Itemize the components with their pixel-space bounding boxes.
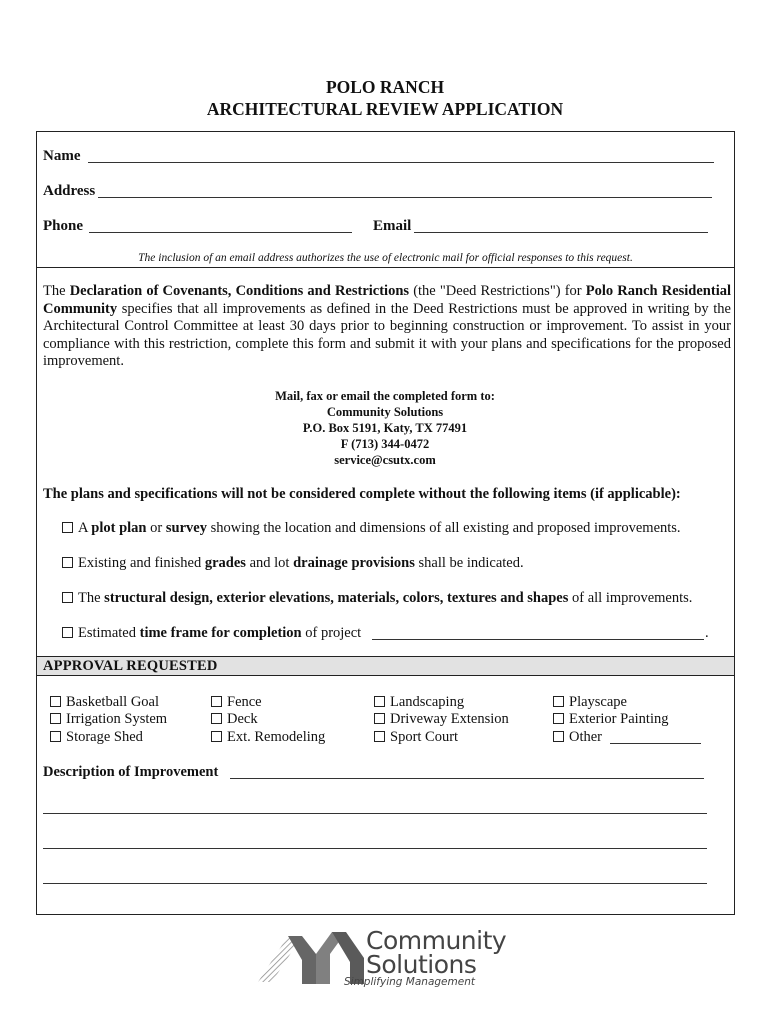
- approval-requested-band: [37, 656, 734, 676]
- logo-solutions-text: Solutions: [366, 950, 477, 979]
- other-field[interactable]: [610, 743, 701, 744]
- mail-address: P.O. Box 5191, Katy, TX 77491: [302, 421, 468, 435]
- requirement-time-frame: Estimated time frame for completion of project: [62, 625, 361, 642]
- address-field[interactable]: [98, 197, 712, 198]
- checkbox-icon[interactable]: [211, 696, 222, 707]
- phone-label: Phone: [43, 218, 84, 234]
- requirement-structural: The structural design, exterior elevations, materials, colors, textures and shapes of all improvements.: [62, 590, 692, 607]
- email-authorization-note: The inclusion of an email address authorizes the use of electronic mail for official responses to this request.: [138, 252, 633, 264]
- checkbox-icon[interactable]: [553, 731, 564, 742]
- approval-requested-heading: APPROVAL REQUESTED: [43, 658, 218, 674]
- option-sport-court[interactable]: Sport Court: [374, 729, 458, 746]
- checkbox-icon[interactable]: [374, 731, 385, 742]
- option-other[interactable]: Other: [553, 729, 602, 746]
- requirement-grades: Existing and finished grades and lot drainage provisions shall be indicated.: [62, 555, 524, 572]
- time-frame-checkbox[interactable]: [62, 627, 73, 638]
- logo-tagline: Simplifying Management: [344, 976, 475, 988]
- checkbox-icon[interactable]: [553, 696, 564, 707]
- mail-fax: F (713) 344-0472: [340, 437, 430, 451]
- community-solutions-logo: [258, 920, 508, 992]
- option-fence[interactable]: Fence: [211, 694, 262, 711]
- checkbox-icon[interactable]: [374, 713, 385, 724]
- description-field-line2[interactable]: [43, 813, 707, 814]
- phone-field[interactable]: [89, 232, 352, 233]
- grades-checkbox[interactable]: [62, 557, 73, 568]
- checkbox-icon[interactable]: [50, 731, 61, 742]
- time-frame-field[interactable]: [372, 639, 704, 640]
- checkbox-icon[interactable]: [211, 731, 222, 742]
- option-deck[interactable]: Deck: [211, 711, 258, 728]
- option-irrigation-system[interactable]: Irrigation System: [50, 711, 167, 728]
- logo-community-text: Community: [366, 926, 507, 955]
- plot-plan-checkbox[interactable]: [62, 522, 73, 533]
- name-label: Name: [43, 148, 81, 164]
- option-basketball-goal[interactable]: Basketball Goal: [50, 694, 159, 711]
- structural-checkbox[interactable]: [62, 592, 73, 603]
- option-landscaping[interactable]: Landscaping: [374, 694, 464, 711]
- checkbox-icon[interactable]: [211, 713, 222, 724]
- form-title-line2: ARCHITECTURAL REVIEW APPLICATION: [206, 99, 564, 119]
- name-field[interactable]: [88, 162, 714, 163]
- intro-paragraph: The Declaration of Covenants, Conditions and Restrictions (the "Deed Restrictions") for Polo Ranch Residential Community specifies that all improvements as defined in the Deed Restrictions must be approved in writing by the Architectural Control Committee at least 30 days prior to beginning construction or improvement. To assist in your compliance with this restriction, complete this form and submit it with your plans and specifications for the proposed improvement.: [43, 283, 732, 369]
- requirement-plot-plan: A plot plan or survey showing the location and dimensions of all existing and proposed improvements.: [62, 520, 681, 537]
- section-divider: [36, 267, 735, 268]
- mail-email: service@csutx.com: [334, 453, 436, 467]
- mail-company: Community Solutions: [326, 405, 444, 419]
- email-field[interactable]: [414, 232, 708, 233]
- option-exterior-painting[interactable]: Exterior Painting: [553, 711, 668, 728]
- mail-instruction: Mail, fax or email the completed form to:: [275, 389, 495, 403]
- form-title-line1: POLO RANCH: [325, 77, 445, 97]
- description-field-line1[interactable]: [230, 778, 704, 779]
- checkbox-icon[interactable]: [50, 696, 61, 707]
- checkbox-icon[interactable]: [553, 713, 564, 724]
- option-driveway-extension[interactable]: Driveway Extension: [374, 711, 509, 728]
- requirements-heading: The plans and specifications will not be considered complete without the following items (if applicable):: [43, 486, 681, 502]
- description-field-line4[interactable]: [43, 883, 707, 884]
- option-storage-shed[interactable]: Storage Shed: [50, 729, 143, 746]
- option-ext-remodeling[interactable]: Ext. Remodeling: [211, 729, 325, 746]
- checkbox-icon[interactable]: [50, 713, 61, 724]
- option-playscape[interactable]: Playscape: [553, 694, 627, 711]
- email-label: Email: [373, 218, 412, 234]
- address-label: Address: [43, 183, 96, 199]
- description-label: Description of Improvement: [43, 764, 219, 780]
- time-frame-period: .: [705, 625, 709, 641]
- checkbox-icon[interactable]: [374, 696, 385, 707]
- description-field-line3[interactable]: [43, 848, 707, 849]
